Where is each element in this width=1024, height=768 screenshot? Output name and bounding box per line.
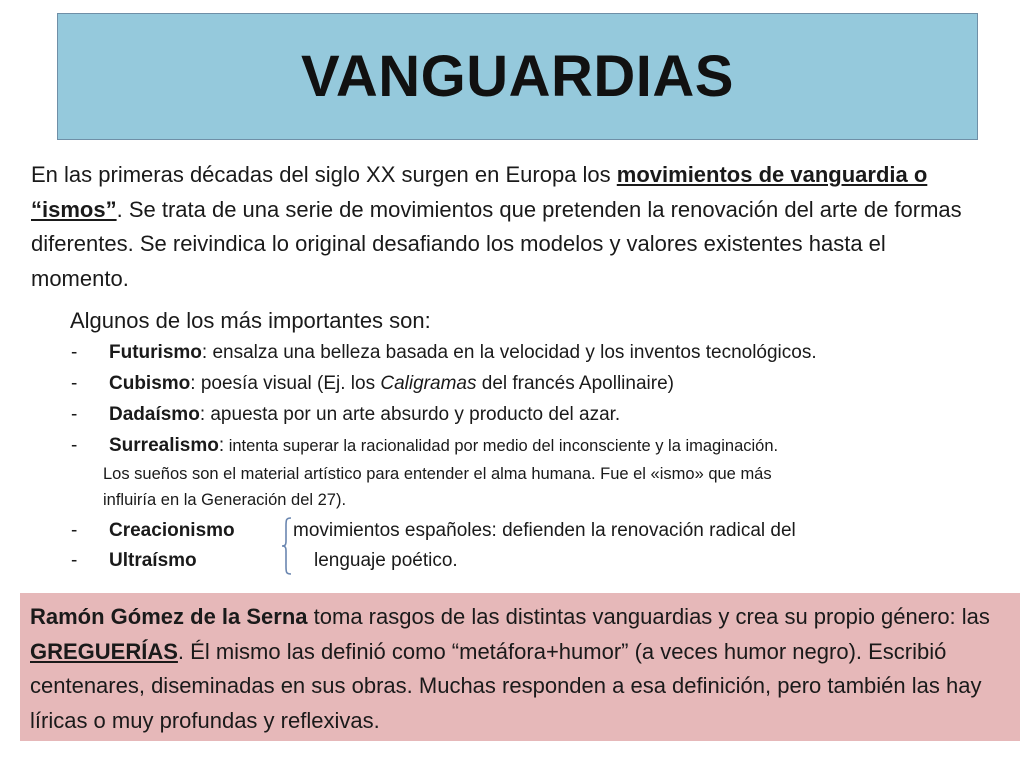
desc-cubismo-1: : poesía visual (Ej. los (190, 373, 381, 394)
desc-futurismo: : ensalza una belleza basada en la velocidad y los inventos tecnológicos. (201, 342, 817, 363)
author-name: Ramón Gómez de la Serna (30, 604, 308, 629)
term-creacionismo: Creacionismo (109, 520, 235, 541)
list-item-dadaismo (71, 404, 620, 426)
desc-surrealismo: intenta superar la racionalidad por medio del inconsciente y la imaginación. (224, 437, 779, 455)
greguerias-text-2: . Él mismo las definió como “metáfora+humor” (a veces humor negro). Escribió centenares, diseminadas en sus obras. Muchas responden a esa definición, pero también las hay líricas o muy profundas y reflexivas. (30, 638, 982, 733)
intro-text-2: . Se trata de una serie de movimientos que pretenden la renovación del arte de formas diferentes. Se reivindica lo original desafiando los modelos y valores existentes hasta el momento. (31, 196, 962, 291)
list-dash: - (71, 373, 78, 394)
term-futurismo: Futurismo (109, 342, 202, 363)
desc-cubismo-italic: Caligramas (380, 373, 477, 394)
surrealismo-line-2: Los sueños son el material artístico para entender el alma humana. Fue el «ismo» que más (103, 465, 772, 483)
list-dash: - (71, 435, 78, 456)
desc-dadaismo: : apuesta por un arte absurdo y producto del azar. (199, 404, 621, 425)
desc-cubismo-2: del francés Apollinaire) (476, 373, 674, 394)
list-item-ultraismo (71, 550, 197, 572)
greguerias-term: GREGUERÍAS (30, 638, 178, 664)
spanish-note-line-2: lenguaje poético. (314, 550, 458, 571)
surrealismo-line-3: influiría en la Generación del 27). (103, 491, 347, 509)
term-ultraismo: Ultraísmo (109, 550, 197, 571)
list-item-futurismo (71, 342, 817, 364)
spanish-note-line-1: movimientos españoles: defienden la renovación radical del (293, 520, 796, 541)
list-item-creacionismo (71, 520, 235, 542)
list-dash: - (71, 342, 78, 363)
term-dadaismo: Dadaísmo (109, 404, 200, 425)
intro-emphasis: movimientos de vanguardia o “ismos” (31, 162, 928, 222)
intro-text-1: En las primeras décadas del siglo XX surgen en Europa los (31, 162, 617, 187)
term-surrealismo: Surrealismo (109, 435, 219, 456)
list-item-cubismo (71, 373, 674, 395)
intro-paragraph (31, 158, 981, 296)
page-title: VANGUARDIAS (301, 44, 734, 109)
term-cubismo: Cubismo (109, 373, 191, 394)
list-dash: - (71, 520, 78, 541)
list-dash: - (71, 404, 78, 425)
greguerias-box (20, 593, 1020, 741)
greguerias-text-1: toma rasgos de las distintas vanguardias y crea su propio género: las (307, 604, 990, 629)
title-box (57, 13, 978, 140)
colon-surrealismo: : (218, 435, 225, 456)
list-dash: - (71, 550, 78, 571)
list-heading: Algunos de los más importantes son: (70, 308, 431, 333)
greguerias-paragraph (30, 600, 1012, 738)
list-item-surrealismo (71, 435, 778, 457)
